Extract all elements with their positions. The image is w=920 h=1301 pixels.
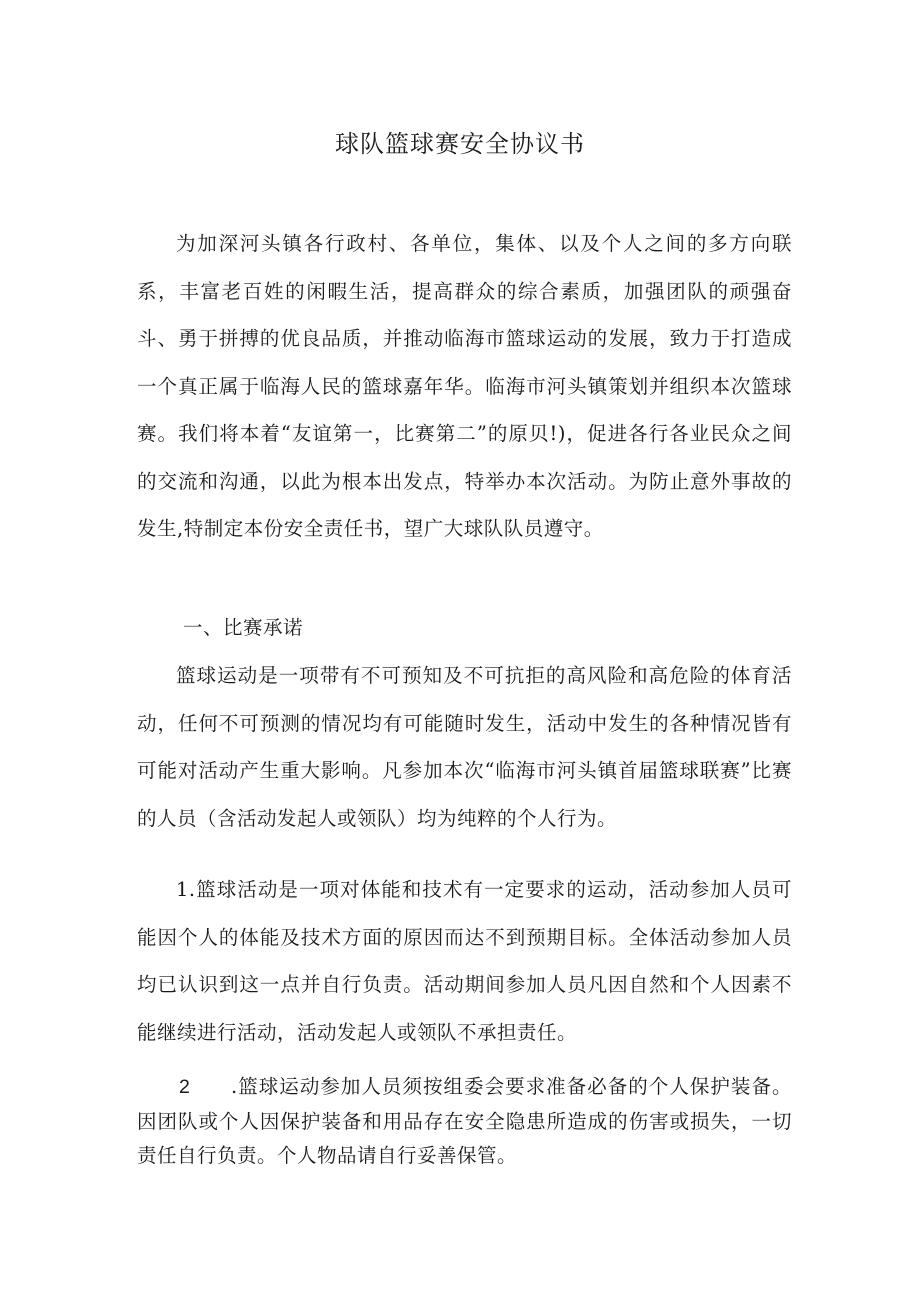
item-2-paragraph — [137, 1070, 792, 1174]
item-2-text: .篮球运动参加人员须按组委会要求准备必备的个人保护装备。因团队或个人因保护装备和用品存在安全隐患所造成的伤害或损失，一切责任自行负责。个人物品请自行妥善保管。 — [137, 1075, 792, 1167]
document-title: 球队篮球赛安全协议书 — [335, 130, 585, 158]
item-2-number: 2 — [179, 1076, 191, 1098]
commitment-paragraph: 篮球运动是一项带有不可预知及不可抗拒的高风险和高危险的体育活动，任何不可预测的情况均有可能随时发生，活动中发生的各种情况皆有可能对活动产生重大影响。凡参加本次“临海市河头镇首届篮球联赛”比赛的人员（含活动发起人或领队）均为纯粹的个人行为。 — [137, 664, 792, 830]
section-heading-commitment: 一、比赛承诺 — [183, 616, 304, 639]
item-1-paragraph: 1.篮球活动是一项对体能和技术有一定要求的运动，活动参加人员可能因个人的体能及技术方面的原因而达不到预期目标。全体活动参加人员均已认识到这一点并自行负责。活动期间参加人员凡因自然和个人因素不能继续进行活动，活动发起人或领队不承担责任。 — [137, 878, 792, 1044]
intro-paragraph: 为加深河头镇各行政村、各单位，集体、以及个人之间的多方向联系，丰富老百姓的闲暇生活，提高群众的综合素质，加强团队的顽强奋斗、勇于拼搏的优良品质，并推动临海市篮球运动的发展，致力于打造成一个真正属于临海人民的篮球嘉年华。临海市河头镇策划并组织本次篮球赛。我们将本着“友谊第一，比赛第二”的原贝!)，促进各行各业民众之间的交流和沟通，以此为根本出发点，特举办本次活动。为防止意外事故的发生,特制定本份安全责任书，望广大球队队员遵守。 — [137, 232, 792, 540]
